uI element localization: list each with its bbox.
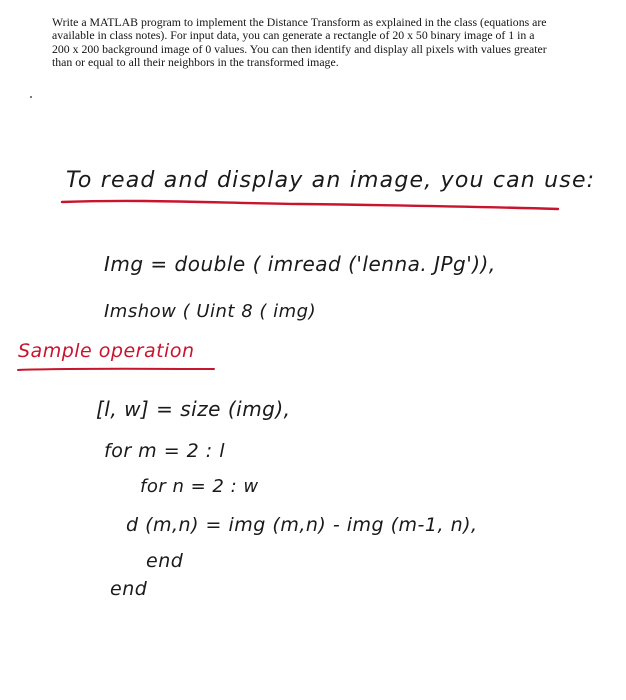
heading-underline	[60, 196, 560, 216]
statement-line-2: available in class notes). For input data, you can generate a rectangle of 20 x 50 binary image of 1 in a	[52, 28, 535, 43]
statement-line-1: Write a MATLAB program to implement the Distance Transform as explained in the class (equations are	[52, 15, 547, 29]
statement-line-3: 200 x 200 background image of 0 values. You can then identify and display all pixels with values greater	[52, 41, 547, 56]
sample-label-underline	[16, 365, 216, 375]
code-line-for-inner: for n = 2 : w	[140, 476, 259, 497]
code-line-size: [l, w] = size (img),	[96, 397, 291, 421]
code-line-imread: Img = double ( imread ('lenna. JPg')),	[104, 252, 496, 276]
handwritten-heading: To read and display an image, you can use:	[66, 168, 596, 193]
code-line-end-inner: end	[146, 550, 184, 572]
problem-statement	[52, 16, 582, 70]
code-line-for-outer: for m = 2 : l	[104, 440, 226, 462]
code-line-end-outer: end	[110, 578, 148, 600]
sample-operation-label: Sample operation	[18, 340, 195, 362]
statement-line-4: than or equal to all their neighbors in the transformed image.	[52, 55, 339, 70]
stray-dot	[30, 96, 32, 98]
code-line-imshow: Imshow ( Uint 8 ( img)	[104, 301, 317, 322]
code-line-diff: d (m,n) = img (m,n) - img (m-1, n),	[126, 514, 478, 536]
